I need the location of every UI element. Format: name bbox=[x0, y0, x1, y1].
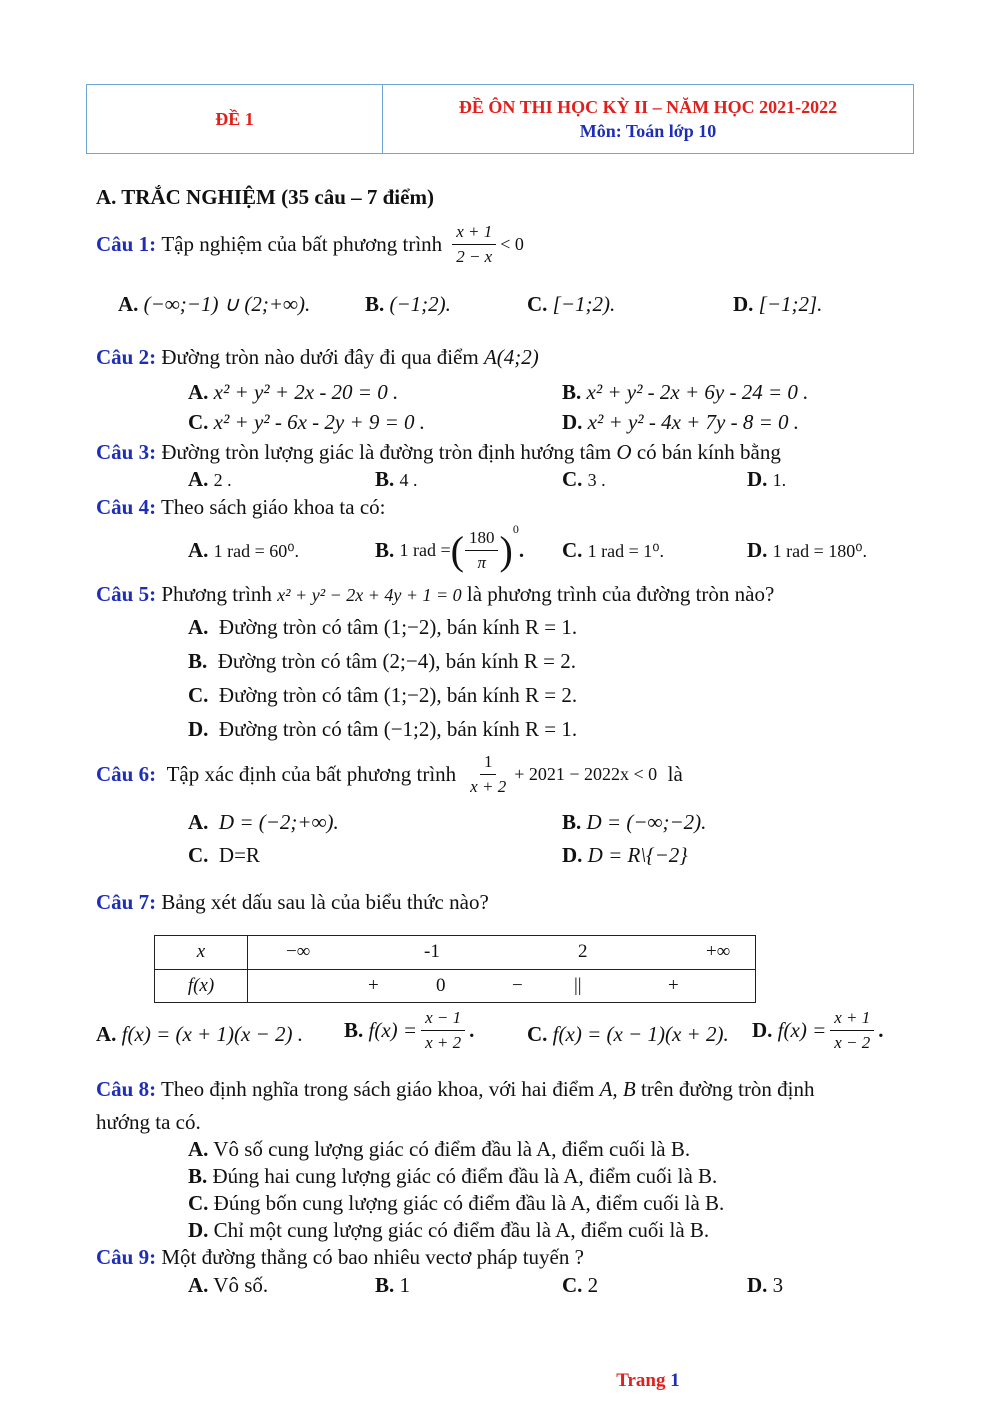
question-label: Câu 3: bbox=[96, 440, 157, 464]
sign-zero: 0 bbox=[436, 974, 446, 996]
option-label: C. bbox=[527, 292, 548, 316]
option-text: [−1;2). bbox=[552, 292, 616, 316]
fraction-denominator: π bbox=[477, 552, 486, 572]
fraction-numerator: x − 1 bbox=[421, 1008, 465, 1031]
fraction-numerator: 1 bbox=[480, 752, 497, 775]
fraction-numerator: x + 1 bbox=[830, 1008, 874, 1031]
option-label: C. bbox=[188, 410, 209, 434]
option-label: B. bbox=[562, 380, 582, 404]
option-label: A. bbox=[188, 615, 209, 639]
option-9d bbox=[747, 1273, 783, 1298]
option-4a bbox=[188, 538, 299, 563]
option-label: A. bbox=[188, 1273, 209, 1297]
option-text: 4 . bbox=[399, 470, 418, 490]
option-text: Đường tròn có tâm (1;−2), bán kính R = 2. bbox=[218, 683, 578, 707]
option-text: 3 bbox=[772, 1273, 784, 1297]
header-title-cell bbox=[383, 85, 913, 153]
page-footer bbox=[148, 1370, 1000, 1392]
option-5d bbox=[188, 717, 577, 742]
option-label: D. bbox=[747, 538, 768, 562]
sign-table-x-values bbox=[248, 936, 756, 970]
question-text: Đường tròn lượng giác là đường tròn định hướng tâm bbox=[161, 440, 612, 464]
option-text: f(x) = (x − 1)(x + 2). bbox=[552, 1022, 729, 1046]
question-5 bbox=[96, 582, 774, 607]
option-label: C. bbox=[188, 683, 209, 707]
option-label: B. bbox=[365, 292, 385, 316]
question-label: Câu 7: bbox=[96, 890, 157, 914]
period: . bbox=[469, 1018, 475, 1042]
option-9b bbox=[375, 1273, 410, 1298]
option-8d bbox=[188, 1218, 709, 1243]
option-label: A. bbox=[188, 380, 209, 404]
option-8c bbox=[188, 1191, 724, 1216]
option-text: D=R bbox=[218, 843, 260, 867]
option-5b bbox=[188, 649, 576, 674]
option-label: D. bbox=[562, 410, 583, 434]
x-neg-inf: −∞ bbox=[286, 941, 311, 963]
question-2 bbox=[96, 345, 539, 370]
option-label: D. bbox=[188, 1218, 209, 1242]
fraction-numerator: x + 1 bbox=[452, 222, 496, 245]
equation: x² + y² − 2x + 4y + 1 = 0 bbox=[277, 585, 462, 605]
fraction-denominator: x + 2 bbox=[470, 777, 507, 796]
option-label: D. bbox=[747, 1273, 768, 1297]
fraction bbox=[421, 1008, 465, 1053]
option-7b bbox=[344, 1008, 474, 1053]
option-2c bbox=[188, 410, 425, 435]
option-label: C. bbox=[188, 1191, 209, 1215]
question-text: Bảng xét dấu sau là của biểu thức nào? bbox=[161, 890, 489, 914]
question-3 bbox=[96, 440, 781, 465]
x-root-1: -1 bbox=[424, 941, 440, 963]
question-text: Phương trình bbox=[161, 582, 272, 606]
option-text: Đường tròn có tâm (−1;2), bán kính R = 1. bbox=[218, 717, 578, 741]
exam-subject: Môn: Toán lớp 10 bbox=[579, 121, 717, 141]
option-label: A. bbox=[96, 1022, 117, 1046]
question-label: Câu 5: bbox=[96, 582, 157, 606]
option-label: B. bbox=[562, 810, 582, 834]
exponent: 0 bbox=[512, 522, 519, 536]
option-label: B. bbox=[188, 1164, 208, 1188]
question-text: Tập nghiệm của bất phương trình bbox=[161, 232, 443, 256]
sign-plus: + bbox=[368, 974, 379, 996]
option-text: Đường tròn có tâm (2;−4), bán kính R = 2. bbox=[217, 649, 576, 673]
option-text: 1. bbox=[772, 470, 787, 490]
option-text: Chỉ một cung lượng giác có điểm đầu là A, điểm cuối là B. bbox=[213, 1218, 710, 1242]
option-5a bbox=[188, 615, 577, 640]
inequality-tail: < 0 bbox=[500, 234, 524, 254]
option-6c bbox=[188, 843, 260, 868]
option-text: Đúng bốn cung lượng giác có điểm đầu là A, điểm cuối là B. bbox=[213, 1191, 725, 1215]
option-7c bbox=[527, 1022, 729, 1047]
option-2d bbox=[562, 410, 799, 435]
option-9a bbox=[188, 1273, 268, 1298]
question-text: Tập xác định của bất phương trình bbox=[166, 762, 457, 786]
option-text: 1 rad = 60⁰. bbox=[213, 541, 300, 561]
option-6d bbox=[562, 843, 688, 868]
question-6 bbox=[96, 752, 683, 797]
option-4c bbox=[562, 538, 664, 563]
option-label: B. bbox=[375, 467, 395, 491]
question-text: Một đường thẳng có bao nhiêu vectơ pháp tuyến ? bbox=[161, 1245, 584, 1269]
option-2a bbox=[188, 380, 398, 405]
question-4 bbox=[96, 495, 385, 520]
option-text: x² + y² - 4x + 7y - 8 = 0 . bbox=[587, 410, 800, 434]
exam-title: ĐỀ ÔN THI HỌC KỲ II – NĂM HỌC 2021-2022 bbox=[458, 97, 838, 117]
option-label: A. bbox=[188, 810, 209, 834]
fraction bbox=[466, 752, 510, 797]
option-text: D = (−∞;−2). bbox=[586, 810, 707, 834]
sign-table-row-fx bbox=[155, 969, 756, 1003]
option-label: D. bbox=[733, 292, 754, 316]
question-text: Đường tròn nào dưới đây đi qua điểm bbox=[161, 345, 479, 369]
option-label: B. bbox=[375, 1273, 395, 1297]
option-text: Vô số. bbox=[213, 1273, 269, 1297]
option-label: D. bbox=[747, 467, 768, 491]
question-7 bbox=[96, 890, 489, 915]
option-text: (−∞;−1) ∪ (2;+∞). bbox=[143, 292, 311, 316]
option-label: A. bbox=[188, 467, 209, 491]
option-text: (−1;2). bbox=[389, 292, 451, 316]
question-label: Câu 9: bbox=[96, 1245, 157, 1269]
option-text: D = R\{−2} bbox=[587, 843, 688, 867]
fraction-denominator: x − 2 bbox=[834, 1033, 871, 1052]
header-table bbox=[86, 84, 914, 154]
section-title: A. TRẮC NGHIỆM (35 câu – 7 điểm) bbox=[96, 185, 434, 209]
question-text: Theo định nghĩa trong sách giáo khoa, với hai điểm bbox=[160, 1077, 595, 1101]
period: . bbox=[518, 537, 525, 562]
option-text: 1 bbox=[399, 1273, 411, 1297]
fraction-numerator: 180 bbox=[465, 528, 499, 551]
x-pos-inf: +∞ bbox=[706, 941, 731, 963]
option-3c bbox=[562, 467, 606, 492]
option-label: C. bbox=[188, 843, 209, 867]
option-text: 2 bbox=[587, 1273, 599, 1297]
fraction-denominator: x + 2 bbox=[425, 1033, 462, 1052]
option-text: x² + y² - 6x - 2y + 9 = 0 . bbox=[213, 410, 426, 434]
question-tail: là bbox=[667, 762, 683, 786]
option-label: B. bbox=[375, 537, 395, 562]
option-text: [−1;2]. bbox=[758, 292, 823, 316]
question-8-line2: hướng ta có. bbox=[96, 1110, 201, 1134]
option-label: D. bbox=[752, 1018, 773, 1042]
sign-minus: − bbox=[512, 974, 523, 996]
center-o: O bbox=[616, 440, 632, 464]
option-4d bbox=[747, 538, 867, 563]
option-text: 2 . bbox=[213, 470, 232, 490]
option-1a bbox=[118, 292, 310, 317]
footer-word: Trang bbox=[616, 1370, 666, 1391]
option-label: C. bbox=[562, 467, 583, 491]
option-8b bbox=[188, 1164, 717, 1189]
option-7d bbox=[752, 1008, 884, 1053]
question-tail: là phương trình của đường tròn nào? bbox=[466, 582, 775, 606]
option-label: B. bbox=[188, 649, 208, 673]
paren-right: ) bbox=[499, 527, 513, 573]
option-3b bbox=[375, 467, 418, 492]
option-3a bbox=[188, 467, 232, 492]
option-label: C. bbox=[527, 1022, 548, 1046]
question-1 bbox=[96, 222, 524, 267]
option-label: D. bbox=[188, 717, 209, 741]
question-9 bbox=[96, 1245, 584, 1270]
option-label: B. bbox=[344, 1018, 364, 1042]
option-1b bbox=[365, 292, 451, 317]
option-text: f(x) = bbox=[777, 1018, 827, 1042]
option-text: 3 . bbox=[587, 470, 606, 490]
fraction bbox=[830, 1008, 874, 1053]
option-text: 1 rad = 180⁰. bbox=[772, 541, 868, 561]
fraction bbox=[465, 528, 499, 573]
question-label: Câu 4: bbox=[96, 495, 157, 519]
question-tail: có bán kính bằng bbox=[636, 440, 781, 464]
option-text: x² + y² + 2x - 20 = 0 . bbox=[213, 380, 399, 404]
question-label: Câu 2: bbox=[96, 345, 157, 369]
fraction-denominator: 2 − x bbox=[456, 247, 493, 266]
option-text: Đường tròn có tâm (1;−2), bán kính R = 1. bbox=[218, 615, 578, 639]
expression: + 2021 − 2022x < 0 bbox=[514, 764, 658, 784]
option-text: f(x) = (x + 1)(x − 2) . bbox=[121, 1022, 303, 1046]
option-label: D. bbox=[562, 843, 583, 867]
question-8 bbox=[96, 1077, 815, 1102]
exam-code: ĐỀ 1 bbox=[87, 85, 383, 153]
option-text: Vô số cung lượng giác có điểm đầu là A, điểm cuối là B. bbox=[213, 1137, 691, 1161]
option-7a bbox=[96, 1022, 303, 1047]
sign-table-fx-values bbox=[248, 969, 756, 1003]
option-1c bbox=[527, 292, 615, 317]
sign-table-x-label: x bbox=[155, 936, 248, 970]
period: . bbox=[878, 1018, 884, 1042]
option-1d bbox=[733, 292, 822, 317]
option-text: f(x) = bbox=[368, 1018, 418, 1042]
question-text: Theo sách giáo khoa ta có: bbox=[160, 495, 386, 519]
paren-left: ( bbox=[450, 527, 464, 573]
option-text: 1 rad = 1⁰. bbox=[587, 541, 665, 561]
page-number: 1 bbox=[670, 1370, 680, 1391]
option-label: C. bbox=[562, 538, 583, 562]
option-label: C. bbox=[562, 1273, 583, 1297]
question-label: Câu 8: bbox=[96, 1077, 157, 1101]
option-text: 1 rad = bbox=[399, 539, 451, 560]
option-label: A. bbox=[188, 1137, 209, 1161]
option-4b bbox=[375, 522, 524, 578]
option-6a bbox=[188, 810, 339, 835]
option-2b bbox=[562, 380, 808, 405]
option-text: x² + y² - 2x + 6y - 24 = 0 . bbox=[586, 380, 809, 404]
fraction bbox=[452, 222, 496, 267]
question-tail: trên đường tròn định bbox=[640, 1077, 815, 1101]
sign-table-fx-label: f(x) bbox=[155, 969, 248, 1003]
sign-undefined: || bbox=[574, 974, 582, 996]
option-text: Đúng hai cung lượng giác có điểm đầu là A, điểm cuối là B. bbox=[212, 1164, 718, 1188]
option-3d bbox=[747, 467, 786, 492]
option-9c bbox=[562, 1273, 598, 1298]
sign-table bbox=[154, 935, 756, 1003]
sign-plus: + bbox=[668, 974, 679, 996]
question-label: Câu 6: bbox=[96, 762, 157, 786]
x-root-2: 2 bbox=[578, 941, 588, 963]
point-a: A(4;2) bbox=[483, 345, 539, 369]
option-8a bbox=[188, 1137, 690, 1162]
option-text: D = (−2;+∞). bbox=[218, 810, 339, 834]
option-label: A. bbox=[118, 292, 139, 316]
option-6b bbox=[562, 810, 706, 835]
sign-table-row-x bbox=[155, 936, 756, 970]
question-label: Câu 1: bbox=[96, 232, 157, 256]
option-label: A. bbox=[188, 538, 209, 562]
points-ab: A, B bbox=[599, 1077, 636, 1101]
option-5c bbox=[188, 683, 577, 708]
